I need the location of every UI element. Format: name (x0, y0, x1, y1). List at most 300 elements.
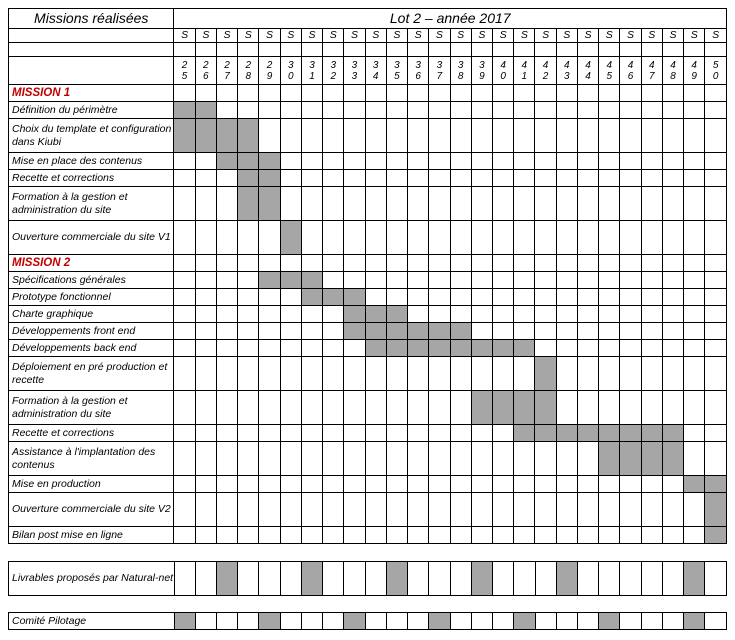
gantt-empty-cell (280, 187, 301, 221)
gantt-empty-cell (280, 289, 301, 306)
gantt-empty-cell (386, 255, 407, 272)
gantt-bar-cell (365, 340, 386, 357)
task-label: Charte graphique (9, 306, 174, 323)
gantt-empty-cell (471, 442, 492, 476)
week-number: 46 (620, 57, 641, 85)
gantt-bar-cell (280, 221, 301, 255)
gantt-empty-cell (514, 170, 535, 187)
gantt-empty-cell (365, 153, 386, 170)
week-number: 27 (216, 57, 237, 85)
gantt-empty-cell (556, 221, 577, 255)
gantt-empty-cell (216, 170, 237, 187)
gantt-empty-cell (195, 187, 216, 221)
gantt-empty-cell (259, 493, 280, 527)
gantt-empty-cell (301, 119, 322, 153)
gantt-empty-cell (386, 187, 407, 221)
lot-title: Lot 2 – année 2017 (174, 9, 727, 29)
gantt-empty-cell (195, 289, 216, 306)
gantt-bar-cell (684, 476, 705, 493)
gantt-empty-cell (641, 102, 662, 119)
gantt-empty-cell (386, 425, 407, 442)
gantt-empty-cell (620, 289, 641, 306)
gantt-empty-cell (344, 153, 365, 170)
gantt-empty-cell (344, 85, 365, 102)
gantt-bar-cell (429, 323, 450, 340)
gantt-empty-cell (450, 476, 471, 493)
gantt-empty-cell (195, 476, 216, 493)
gantt-empty-cell (684, 187, 705, 221)
gantt-empty-cell (641, 153, 662, 170)
gantt-empty-cell (344, 442, 365, 476)
gantt-empty-cell (280, 306, 301, 323)
gantt-empty-cell (386, 391, 407, 425)
gantt-empty-cell (535, 306, 556, 323)
blank-cell (514, 43, 535, 57)
gantt-empty-cell (492, 170, 513, 187)
gantt-empty-cell (450, 493, 471, 527)
gantt-empty-cell (556, 476, 577, 493)
gantt-empty-cell (684, 425, 705, 442)
gantt-empty-cell (238, 340, 259, 357)
gantt-empty-cell (599, 170, 620, 187)
gantt-bar-cell (599, 425, 620, 442)
gantt-empty-cell (195, 323, 216, 340)
task-row (9, 221, 727, 255)
gantt-empty-cell (174, 391, 195, 425)
gantt-empty-cell (471, 102, 492, 119)
gantt-empty-cell (216, 102, 237, 119)
gantt-empty-cell (450, 221, 471, 255)
gantt-empty-cell (174, 562, 195, 596)
gantt-empty-cell (535, 187, 556, 221)
gantt-empty-cell (301, 493, 322, 527)
gantt-empty-cell (471, 306, 492, 323)
gantt-empty-cell (641, 493, 662, 527)
gantt-empty-cell (684, 289, 705, 306)
gantt-empty-cell (577, 340, 598, 357)
task-row (9, 527, 727, 544)
gantt-bar-cell (556, 425, 577, 442)
gantt-empty-cell (535, 613, 556, 630)
gantt-empty-cell (599, 527, 620, 544)
gantt-empty-cell (684, 323, 705, 340)
gantt-empty-cell (535, 527, 556, 544)
task-row (9, 323, 727, 340)
gantt-empty-cell (344, 391, 365, 425)
gantt-empty-cell (238, 357, 259, 391)
gantt-empty-cell (386, 119, 407, 153)
gantt-empty-cell (280, 255, 301, 272)
gantt-empty-cell (535, 153, 556, 170)
gantt-empty-cell (216, 187, 237, 221)
gantt-empty-cell (471, 255, 492, 272)
gantt-empty-cell (195, 255, 216, 272)
gantt-empty-cell (705, 613, 727, 630)
gantt-empty-cell (216, 289, 237, 306)
gantt-empty-cell (641, 289, 662, 306)
gantt-bar-cell (450, 340, 471, 357)
gantt-bar-cell (386, 562, 407, 596)
gantt-empty-cell (280, 85, 301, 102)
week-prefix: S (492, 29, 513, 43)
blank-cell (641, 43, 662, 57)
task-row (9, 289, 727, 306)
week-prefix: S (174, 29, 195, 43)
gantt-empty-cell (259, 391, 280, 425)
week-number: 37 (429, 57, 450, 85)
gantt-empty-cell (535, 493, 556, 527)
gantt-empty-cell (301, 323, 322, 340)
gantt-empty-cell (259, 476, 280, 493)
gantt-empty-cell (535, 476, 556, 493)
gantt-empty-cell (174, 357, 195, 391)
gantt-empty-cell (323, 255, 344, 272)
gantt-bar-cell (514, 340, 535, 357)
gantt-empty-cell (323, 85, 344, 102)
gantt-empty-cell (599, 153, 620, 170)
gantt-bar-cell (471, 562, 492, 596)
gantt-empty-cell (386, 493, 407, 527)
week-prefix: S (301, 29, 322, 43)
gantt-empty-cell (174, 153, 195, 170)
gantt-empty-cell (450, 102, 471, 119)
gantt-empty-cell (195, 272, 216, 289)
gantt-empty-cell (620, 391, 641, 425)
gantt-empty-cell (429, 442, 450, 476)
gantt-empty-cell (450, 425, 471, 442)
gantt-empty-cell (301, 391, 322, 425)
gantt-empty-cell (620, 85, 641, 102)
gantt-empty-cell (514, 85, 535, 102)
gantt-empty-cell (514, 153, 535, 170)
gantt-empty-cell (599, 391, 620, 425)
gantt-empty-cell (259, 323, 280, 340)
mission-row (9, 85, 727, 102)
gantt-empty-cell (492, 187, 513, 221)
gantt-empty-cell (408, 425, 429, 442)
gantt-empty-cell (323, 187, 344, 221)
gantt-bar-cell (705, 527, 727, 544)
gantt-empty-cell (641, 527, 662, 544)
gantt-bar-cell (705, 476, 727, 493)
gantt-empty-cell (535, 255, 556, 272)
week-number: 25 (174, 57, 195, 85)
gantt-empty-cell (216, 357, 237, 391)
gantt-empty-cell (174, 289, 195, 306)
gantt-empty-cell (641, 306, 662, 323)
week-number: 43 (556, 57, 577, 85)
gantt-empty-cell (535, 119, 556, 153)
gantt-empty-cell (386, 102, 407, 119)
gantt-empty-cell (662, 272, 683, 289)
gantt-empty-cell (535, 221, 556, 255)
gantt-empty-cell (662, 119, 683, 153)
task-row (9, 425, 727, 442)
gantt-empty-cell (556, 187, 577, 221)
task-row (9, 340, 727, 357)
gantt-empty-cell (450, 255, 471, 272)
gantt-empty-cell (323, 613, 344, 630)
gantt-empty-cell (365, 187, 386, 221)
gantt-empty-cell (195, 221, 216, 255)
gantt-empty-cell (344, 493, 365, 527)
gantt-bar-cell (535, 425, 556, 442)
gantt-bar-cell (238, 187, 259, 221)
gantt-empty-cell (429, 85, 450, 102)
gantt-empty-cell (365, 119, 386, 153)
gantt-empty-cell (577, 170, 598, 187)
gantt-empty-cell (280, 357, 301, 391)
gantt-empty-cell (641, 221, 662, 255)
task-row (9, 170, 727, 187)
gantt-empty-cell (662, 613, 683, 630)
gantt-empty-cell (599, 255, 620, 272)
gantt-empty-cell (280, 493, 301, 527)
gantt-empty-cell (238, 289, 259, 306)
gantt-empty-cell (577, 527, 598, 544)
gantt-empty-cell (408, 357, 429, 391)
gantt-empty-cell (577, 493, 598, 527)
gantt-empty-cell (599, 493, 620, 527)
gantt-bar-cell (195, 102, 216, 119)
gantt-bar-cell (365, 306, 386, 323)
gantt-empty-cell (280, 102, 301, 119)
gantt-empty-cell (344, 476, 365, 493)
gantt-empty-cell (471, 153, 492, 170)
blank-cell (301, 43, 322, 57)
gantt-empty-cell (408, 255, 429, 272)
gantt-bar-cell (259, 153, 280, 170)
gantt-bar-cell (238, 170, 259, 187)
gantt-empty-cell (344, 170, 365, 187)
gantt-empty-cell (174, 306, 195, 323)
gantt-empty-cell (493, 562, 514, 596)
gantt-empty-cell (599, 476, 620, 493)
gantt-empty-cell (344, 272, 365, 289)
gantt-empty-cell (323, 170, 344, 187)
gantt-bar-cell (684, 613, 705, 630)
gantt-empty-cell (514, 289, 535, 306)
week-prefix: S (195, 29, 216, 43)
gantt-empty-cell (450, 442, 471, 476)
gantt-empty-cell (492, 527, 513, 544)
gantt-empty-cell (195, 340, 216, 357)
task-label: Ouverture commerciale du site V1 (9, 221, 174, 255)
gantt-empty-cell (471, 613, 492, 630)
gantt-empty-cell (684, 442, 705, 476)
gantt-empty-cell (216, 221, 237, 255)
gantt-empty-cell (408, 85, 429, 102)
gantt-bar-cell (641, 442, 662, 476)
week-number: 30 (280, 57, 301, 85)
week-number: 38 (450, 57, 471, 85)
gantt-empty-cell (577, 119, 598, 153)
task-label: Formation à la gestion et administration du site (9, 391, 174, 425)
gantt-empty-cell (705, 306, 727, 323)
gantt-empty-cell (238, 85, 259, 102)
gantt-empty-cell (365, 527, 386, 544)
gantt-empty-cell (620, 340, 641, 357)
gantt-empty-cell (492, 272, 513, 289)
gantt-empty-cell (705, 562, 727, 596)
task-label: Formation à la gestion et administration du site (9, 187, 174, 221)
gantt-bar-cell (323, 289, 344, 306)
gantt-empty-cell (195, 306, 216, 323)
missions-header: Missions réalisées (9, 9, 174, 29)
gantt-bar-cell (280, 272, 301, 289)
gantt-empty-cell (174, 442, 195, 476)
task-label: Spécifications générales (9, 272, 174, 289)
gantt-empty-cell (195, 85, 216, 102)
gantt-empty-cell (323, 306, 344, 323)
week-prefix: S (365, 29, 386, 43)
gantt-empty-cell (577, 85, 598, 102)
gantt-empty-cell (620, 153, 641, 170)
mission-row (9, 255, 727, 272)
blank-row (9, 43, 727, 57)
gantt-empty-cell (323, 221, 344, 255)
gantt-empty-cell (705, 153, 727, 170)
gantt-empty-cell (450, 613, 471, 630)
gantt-empty-cell (301, 153, 322, 170)
gantt-empty-cell (620, 221, 641, 255)
gantt-empty-cell (238, 613, 259, 630)
task-row (9, 153, 727, 170)
gantt-empty-cell (408, 613, 429, 630)
gantt-bar-cell (599, 442, 620, 476)
gantt-empty-cell (238, 442, 259, 476)
week-number: 28 (238, 57, 259, 85)
gantt-empty-cell (238, 102, 259, 119)
gantt-empty-cell (386, 170, 407, 187)
gantt-empty-cell (577, 187, 598, 221)
gantt-empty-cell (259, 85, 280, 102)
week-prefix: S (216, 29, 237, 43)
gantt-empty-cell (386, 357, 407, 391)
gantt-bar-cell (259, 613, 280, 630)
gantt-empty-cell (408, 221, 429, 255)
gantt-empty-cell (620, 493, 641, 527)
gantt-bar-cell (429, 613, 450, 630)
gantt-empty-cell (429, 255, 450, 272)
gantt-empty-cell (662, 493, 683, 527)
gantt-empty-cell (492, 153, 513, 170)
gantt-empty-cell (620, 527, 641, 544)
gantt-empty-cell (450, 153, 471, 170)
gantt-empty-cell (514, 527, 535, 544)
gantt-empty-cell (216, 527, 237, 544)
gantt-empty-cell (301, 255, 322, 272)
gantt-empty-cell (599, 221, 620, 255)
gantt-bar-cell (259, 272, 280, 289)
gantt-empty-cell (216, 323, 237, 340)
mission-title: MISSION 2 (9, 255, 174, 272)
gantt-empty-cell (556, 613, 577, 630)
gantt-empty-cell (195, 357, 216, 391)
gantt-bar-cell (620, 425, 641, 442)
gantt-empty-cell (408, 476, 429, 493)
gantt-empty-cell (662, 476, 683, 493)
task-label: Mise en place des contenus (9, 153, 174, 170)
gantt-empty-cell (238, 391, 259, 425)
task-row (9, 102, 727, 119)
gantt-empty-cell (238, 306, 259, 323)
gantt-empty-cell (556, 85, 577, 102)
gantt-empty-cell (620, 613, 641, 630)
gantt-empty-cell (684, 119, 705, 153)
gantt-empty-cell (216, 493, 237, 527)
week-number: 42 (535, 57, 556, 85)
gantt-empty-cell (323, 357, 344, 391)
gantt-empty-cell (323, 527, 344, 544)
gantt-empty-cell (301, 476, 322, 493)
gantt-empty-cell (365, 357, 386, 391)
week-number: 36 (408, 57, 429, 85)
gantt-bar-cell (259, 170, 280, 187)
gantt-empty-cell (174, 340, 195, 357)
week-number: 26 (195, 57, 216, 85)
gantt-empty-cell (174, 170, 195, 187)
gantt-empty-cell (301, 613, 322, 630)
gantt-empty-cell (301, 340, 322, 357)
gantt-empty-cell (238, 255, 259, 272)
gantt-bar-cell (429, 340, 450, 357)
gantt-empty-cell (365, 613, 386, 630)
gantt-empty-cell (195, 170, 216, 187)
gantt-empty-cell (535, 272, 556, 289)
gantt-empty-cell (662, 562, 683, 596)
gantt-empty-cell (492, 476, 513, 493)
week-number: 49 (684, 57, 705, 85)
gantt-empty-cell (705, 187, 727, 221)
week-prefix: S (408, 29, 429, 43)
gantt-empty-cell (323, 153, 344, 170)
gantt-bar-cell (238, 119, 259, 153)
gantt-empty-cell (386, 527, 407, 544)
gantt-empty-cell (662, 323, 683, 340)
gantt-empty-cell (684, 255, 705, 272)
gantt-empty-cell (429, 391, 450, 425)
gantt-empty-cell (365, 425, 386, 442)
gantt-empty-cell (174, 476, 195, 493)
gantt-empty-cell (450, 527, 471, 544)
header-row (9, 9, 727, 29)
blank-cell (471, 43, 492, 57)
gantt-empty-cell (556, 289, 577, 306)
gantt-empty-cell (471, 493, 492, 527)
gantt-empty-cell (450, 391, 471, 425)
gantt-empty-cell (408, 391, 429, 425)
gantt-empty-cell (450, 272, 471, 289)
gantt-empty-cell (429, 306, 450, 323)
gantt-empty-cell (344, 425, 365, 442)
gantt-empty-cell (705, 255, 727, 272)
gantt-empty-cell (514, 323, 535, 340)
gantt-bar-cell (216, 153, 237, 170)
gantt-bar-cell (492, 391, 513, 425)
gantt-empty-cell (386, 289, 407, 306)
blank-cell (620, 43, 641, 57)
gantt-empty-cell (492, 425, 513, 442)
gantt-empty-cell (471, 289, 492, 306)
gantt-bar-cell (386, 323, 407, 340)
gantt-empty-cell (514, 357, 535, 391)
gantt-empty-cell (492, 119, 513, 153)
gantt-empty-cell (492, 255, 513, 272)
gantt-empty-cell (344, 102, 365, 119)
gantt-empty-cell (450, 306, 471, 323)
gantt-empty-cell (705, 119, 727, 153)
